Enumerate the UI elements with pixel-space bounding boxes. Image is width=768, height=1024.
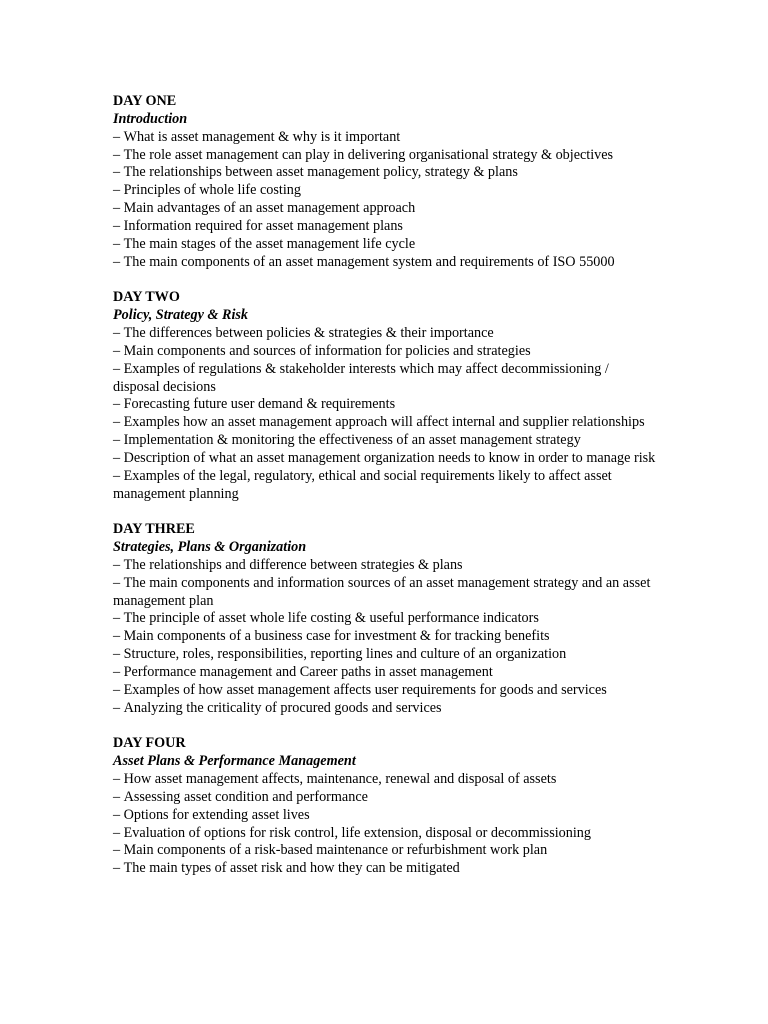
topic-item	[113, 557, 658, 575]
topic-item	[113, 628, 658, 646]
topic-text: The principle of asset whole life costing & useful performance indicators	[123, 610, 539, 627]
topic-item	[113, 200, 658, 218]
topic-text: Analyzing the criticality of procured goods and services	[123, 699, 442, 716]
topic-text: The main stages of the asset management life cycle	[123, 235, 416, 252]
topic-text: Main components and sources of information for policies and strategies	[123, 342, 531, 359]
topic-item	[113, 700, 658, 718]
topic-item	[113, 343, 658, 361]
topic-text: Structure, roles, responsibilities, reporting lines and culture of an organization	[123, 646, 567, 663]
topic-item	[113, 842, 658, 860]
day-section-3	[113, 521, 658, 717]
topic-item	[113, 610, 658, 628]
topic-text: The role asset management can play in delivering organisational strategy & objectives	[123, 146, 614, 163]
topic-text: Options for extending asset lives	[123, 806, 310, 823]
topic-item	[113, 361, 658, 397]
topic-text: The relationships between asset management policy, strategy & plans	[123, 164, 518, 181]
topic-text: Examples of the legal, regulatory, ethical and social requirements likely to affect asset management planning	[113, 467, 612, 502]
day-section-2	[113, 289, 658, 503]
topic-text: Description of what an asset management organization needs to know in order to manage risk	[123, 449, 656, 466]
topic-item	[113, 646, 658, 664]
topic-item	[113, 825, 658, 843]
topic-text: Main components of a business case for investment & for tracking benefits	[123, 628, 550, 645]
topic-text: The differences between policies & strategies & their importance	[123, 324, 494, 341]
topic-text: Examples of how asset management affects user requirements for goods and services	[123, 681, 607, 698]
day-section-4	[113, 735, 658, 878]
topic-text: Examples how an asset management approach will affect internal and supplier relationships	[123, 414, 645, 431]
topic-text: Assessing asset condition and performance	[123, 788, 368, 805]
topic-text: Examples of regulations & stakeholder interests which may affect decommissioning / disposal decisions	[113, 360, 609, 395]
topic-item	[113, 450, 658, 468]
day-heading: DAY ONE	[113, 93, 177, 109]
topic-text: The main components and information sources of an asset management strategy and an asset management plan	[113, 574, 651, 609]
topic-text: Implementation & monitoring the effectiveness of an asset management strategy	[123, 432, 581, 449]
topic-item	[113, 860, 658, 878]
topic-text: The main components of an asset management system and requirements of ISO 55000	[123, 253, 615, 270]
topic-text: Principles of whole life costing	[123, 182, 301, 199]
day-subtitle: Asset Plans & Performance Management	[113, 753, 356, 770]
topic-item	[113, 218, 658, 236]
topic-text: The main types of asset risk and how they can be mitigated	[123, 860, 460, 877]
topic-item	[113, 789, 658, 807]
day-heading: DAY TWO	[113, 289, 180, 306]
topic-list	[113, 557, 658, 718]
topic-text: The relationships and difference between strategies & plans	[123, 556, 463, 573]
day-heading: DAY FOUR	[113, 735, 186, 752]
topic-list	[113, 325, 658, 503]
topic-list	[113, 771, 658, 878]
topic-item	[113, 771, 658, 789]
topic-text: Forecasting future user demand & requirements	[123, 396, 396, 413]
topic-item	[113, 807, 658, 825]
topic-text: Main advantages of an asset management approach	[123, 200, 416, 217]
topic-item	[113, 575, 658, 611]
day-subtitle: Introduction	[113, 110, 188, 127]
topic-text: What is asset management & why is it important	[123, 128, 401, 145]
topic-item	[113, 414, 658, 432]
day-section-1	[113, 93, 658, 271]
day-heading: DAY THREE	[113, 521, 195, 538]
topic-item	[113, 182, 658, 200]
topic-item	[113, 129, 658, 147]
topic-item	[113, 254, 658, 272]
topic-item	[113, 468, 658, 504]
day-subtitle: Policy, Strategy & Risk	[113, 307, 249, 324]
topic-item	[113, 396, 658, 414]
topic-text: Evaluation of options for risk control, life extension, disposal or decommissioning	[123, 824, 591, 841]
topic-item	[113, 682, 658, 700]
topic-text: Information required for asset management plans	[123, 217, 403, 234]
topic-item	[113, 432, 658, 450]
day-subtitle: Strategies, Plans & Organization	[113, 539, 307, 556]
topic-item	[113, 236, 658, 254]
topic-list	[113, 129, 658, 272]
topic-item	[113, 325, 658, 343]
topic-text: Main components of a risk-based maintenance or refurbishment work plan	[123, 842, 548, 859]
course-outline-document	[113, 93, 658, 878]
topic-item	[113, 147, 658, 165]
topic-text: Performance management and Career paths in asset management	[123, 664, 493, 680]
topic-text: How asset management affects, maintenance, renewal and disposal of assets	[123, 771, 557, 788]
topic-item	[113, 664, 658, 682]
topic-item	[113, 164, 658, 182]
